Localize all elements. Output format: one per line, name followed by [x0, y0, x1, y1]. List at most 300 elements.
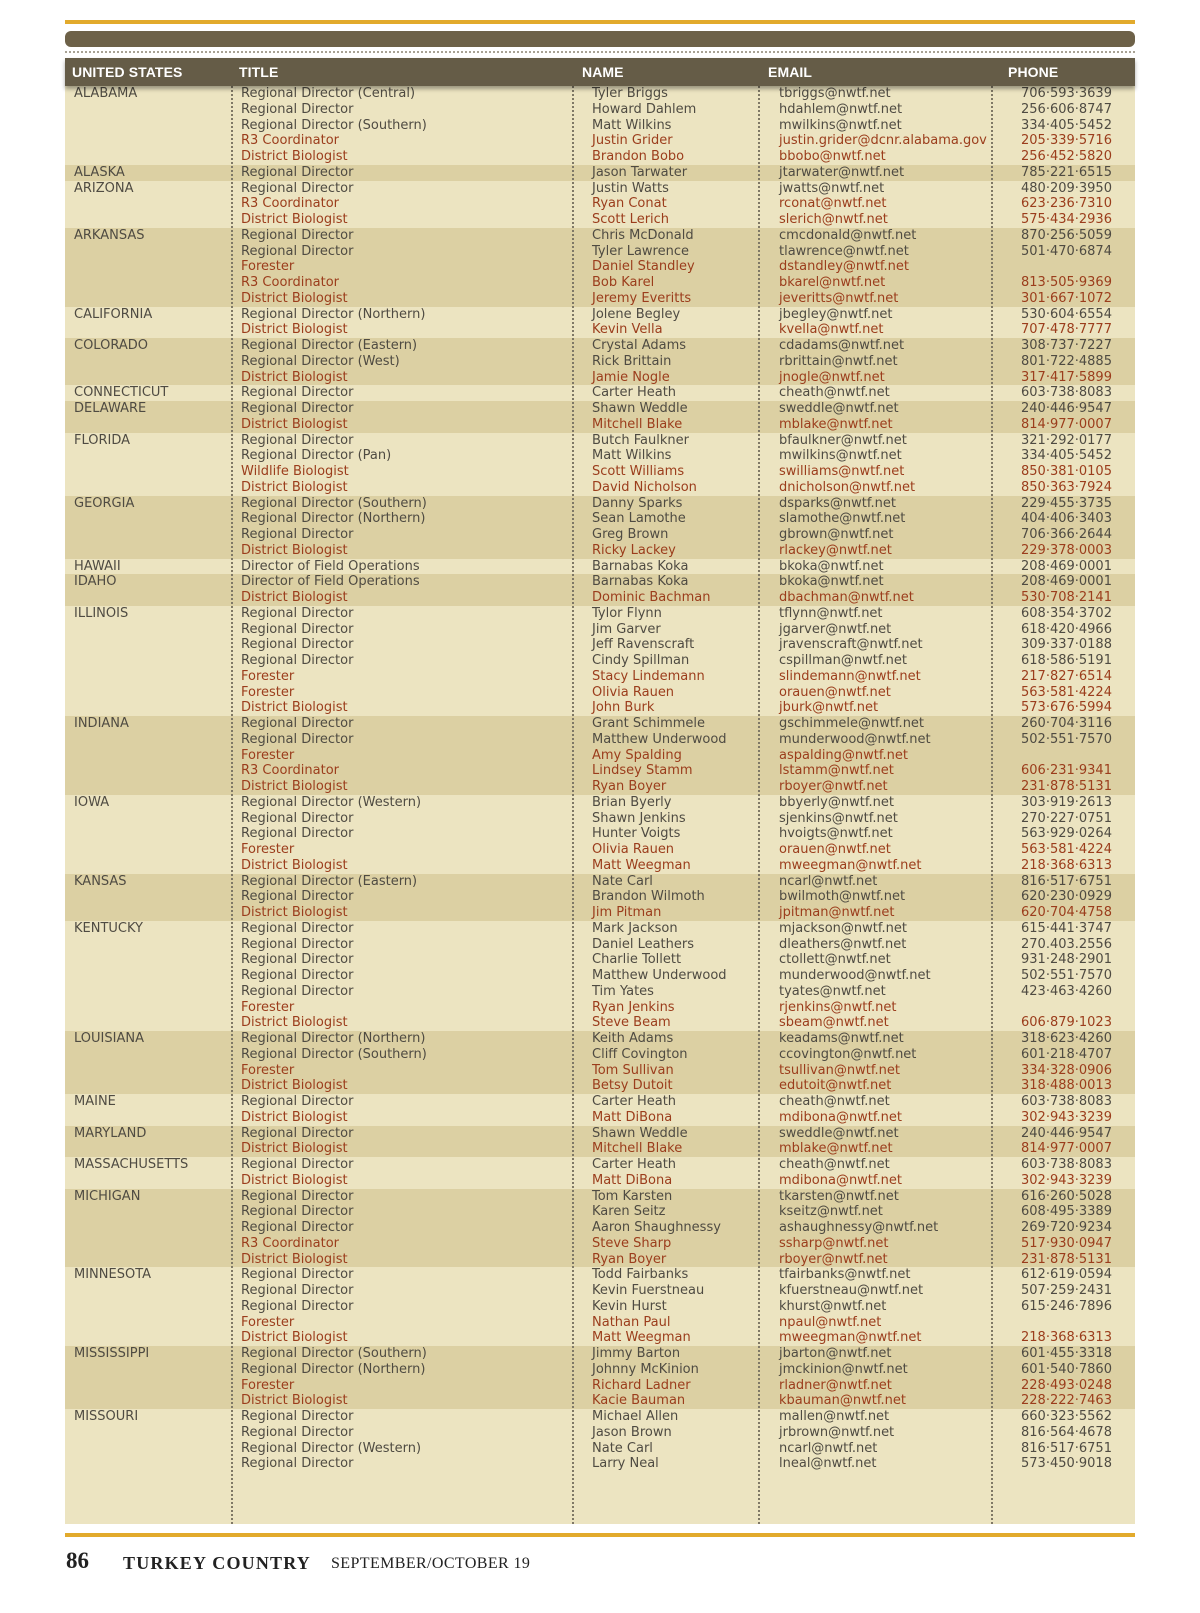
email-address: tkarsten@nwtf.net: [779, 1188, 899, 1204]
job-title: District Biologist: [241, 290, 348, 306]
person-name: Jim Garver: [592, 621, 661, 637]
person-name: Ryan Boyer: [592, 1251, 667, 1267]
job-title: Regional Director: [241, 920, 354, 936]
job-title: Wildlife Biologist: [241, 464, 349, 479]
job-title: Regional Director (Northern): [241, 306, 426, 322]
job-title: Regional Director: [241, 1267, 354, 1283]
person-name: Brian Byerly: [592, 794, 672, 810]
person-name: Tom Karsten: [592, 1188, 673, 1204]
column-divider: [572, 86, 574, 1524]
job-title: Regional Director: [241, 1094, 354, 1109]
email-address: jravenscraft@nwtf.net: [779, 637, 923, 653]
email-address: npaul@nwtf.net: [779, 1314, 882, 1330]
email-address: justin.grider@dcnr.alabama.gov: [779, 133, 987, 149]
state-name: MICHIGAN: [74, 1188, 141, 1204]
state-name: FLORIDA: [74, 432, 131, 448]
email-address: jpitman@nwtf.net: [779, 905, 895, 920]
person-name: Matt Weegman: [592, 1330, 691, 1346]
email-address: dsparks@nwtf.net: [779, 495, 896, 511]
email-address: keadams@nwtf.net: [779, 1031, 904, 1046]
job-title: R3 Coordinator: [241, 275, 340, 290]
job-title: Regional Director: [241, 385, 354, 401]
job-title: Regional Director (Eastern): [241, 338, 418, 353]
phone-number: 308·737·7227: [1021, 338, 1112, 353]
phone-number: 606·231·9341: [1021, 763, 1112, 779]
email-address: dnicholson@nwtf.net: [779, 479, 916, 495]
job-title: R3 Coordinator: [241, 196, 340, 212]
state-name: MASSACHUSETTS: [74, 1157, 189, 1172]
job-title: Regional Director: [241, 716, 354, 731]
state-name: COLORADO: [74, 338, 148, 353]
job-title: Regional Director: [241, 968, 354, 983]
email-address: cheath@nwtf.net: [779, 1157, 890, 1172]
email-address: jmckinion@nwtf.net: [779, 1361, 908, 1377]
magazine-name: TURKEY COUNTRY: [123, 1553, 312, 1573]
job-title: Regional Director: [241, 227, 354, 243]
person-name: Todd Fairbanks: [592, 1267, 689, 1283]
person-name: Ryan Boyer: [592, 779, 667, 794]
person-name: Jeremy Everitts: [592, 290, 692, 306]
email-address: mwilkins@nwtf.net: [779, 448, 902, 464]
person-name: Howard Dahlem: [592, 101, 697, 117]
state-name: ARIZONA: [74, 180, 134, 196]
email-address: rladner@nwtf.net: [779, 1377, 892, 1393]
person-name: Justin Grider: [592, 133, 673, 149]
email-address: edutoit@nwtf.net: [779, 1078, 892, 1094]
job-title: Regional Director (West): [241, 353, 400, 369]
job-title: District Biologist: [241, 1015, 348, 1031]
phone-number: 334·405·5452: [1021, 448, 1112, 464]
job-title: Regional Director: [241, 731, 354, 747]
job-title: Forester: [241, 1062, 295, 1078]
phone-number: 321·292·0177: [1021, 432, 1112, 448]
phone-number: 573·450·9018: [1021, 1456, 1112, 1472]
person-name: Olivia Rauen: [592, 684, 675, 700]
email-address: jnogle@nwtf.net: [779, 369, 885, 385]
person-name: Nathan Paul: [592, 1314, 671, 1330]
email-address: tlawrence@nwtf.net: [779, 243, 909, 259]
phone-number: 615·246·7896: [1021, 1298, 1112, 1314]
email-address: sweddle@nwtf.net: [779, 401, 899, 416]
person-name: Mitchell Blake: [592, 416, 683, 432]
person-name: Jason Brown: [592, 1424, 672, 1440]
phone-number: 785·221·6515: [1021, 164, 1112, 180]
email-address: kbauman@nwtf.net: [779, 1393, 906, 1409]
phone-number: 660·323·5562: [1021, 1409, 1112, 1424]
phone-number: 608·495·3389: [1021, 1204, 1112, 1220]
phone-number: 620·230·0929: [1021, 889, 1112, 905]
state-name: HAWAII: [74, 558, 121, 574]
email-address: bwilmoth@nwtf.net: [779, 889, 906, 905]
state-name: MAINE: [74, 1094, 116, 1109]
job-title: Regional Director: [241, 653, 354, 668]
phone-number: 620·704·4758: [1021, 905, 1112, 920]
phone-number: 507·259·2431: [1021, 1283, 1112, 1298]
phone-number: 931·248·2901: [1021, 952, 1112, 968]
job-title: District Biologist: [241, 369, 348, 385]
email-address: tflynn@nwtf.net: [779, 605, 883, 621]
state-name: ALABAMA: [74, 86, 138, 101]
person-name: Carter Heath: [592, 1157, 677, 1172]
person-name: Steve Sharp: [592, 1235, 672, 1251]
email-address: ssharp@nwtf.net: [779, 1235, 889, 1251]
email-address: ncarl@nwtf.net: [779, 1440, 878, 1456]
person-name: Nate Carl: [592, 1440, 653, 1456]
phone-number: 231·878·5131: [1021, 779, 1112, 794]
person-name: Sean Lamothe: [592, 511, 686, 527]
email-address: rboyer@nwtf.net: [779, 779, 888, 794]
person-name: Shawn Weddle: [592, 401, 688, 416]
email-address: orauen@nwtf.net: [779, 842, 891, 857]
phone-number: 814·977·0007: [1021, 1141, 1112, 1157]
person-name: Nate Carl: [592, 873, 653, 889]
email-address: jtarwater@nwtf.net: [779, 164, 905, 180]
job-title: Director of Field Operations: [241, 574, 420, 590]
phone-number: 563·581·4224: [1021, 842, 1112, 857]
job-title: Regional Director: [241, 889, 354, 905]
job-title: Regional Director: [241, 1409, 354, 1424]
phone-number: 404·406·3403: [1021, 511, 1112, 527]
person-name: Barnabas Koka: [592, 558, 689, 574]
job-title: Regional Director (Pan): [241, 448, 392, 464]
job-title: Regional Director (Eastern): [241, 873, 418, 889]
phone-number: 334·405·5452: [1021, 117, 1112, 133]
job-title: Regional Director: [241, 952, 354, 968]
state-name: DELAWARE: [74, 401, 147, 416]
job-title: District Biologist: [241, 1109, 348, 1125]
person-name: Betsy Dutoit: [592, 1078, 673, 1094]
phone-number: 256·606·8747: [1021, 101, 1112, 117]
person-name: Tylor Flynn: [592, 605, 662, 621]
job-title: Regional Director: [241, 1456, 354, 1472]
email-address: rjenkins@nwtf.net: [779, 999, 897, 1015]
email-address: ccovington@nwtf.net: [779, 1046, 917, 1062]
email-address: cmcdonald@nwtf.net: [779, 227, 917, 243]
email-address: bbobo@nwtf.net: [779, 149, 886, 164]
job-title: Director of Field Operations: [241, 558, 420, 574]
state-name: KANSAS: [74, 873, 127, 889]
job-title: R3 Coordinator: [241, 133, 340, 149]
phone-number: 814·977·0007: [1021, 416, 1112, 432]
person-name: Richard Ladner: [592, 1377, 691, 1393]
job-title: Regional Director: [241, 1424, 354, 1440]
job-title: Regional Director (Southern): [241, 495, 427, 511]
phone-number: 231·878·5131: [1021, 1251, 1112, 1267]
phone-number: 480·209·3950: [1021, 180, 1112, 196]
email-address: munderwood@nwtf.net: [779, 968, 931, 983]
email-address: mblake@nwtf.net: [779, 416, 893, 432]
job-title: Regional Director (Central): [241, 86, 416, 101]
person-name: Chris McDonald: [592, 227, 694, 243]
table-header-row: [65, 58, 1135, 86]
job-title: Regional Director (Western): [241, 794, 422, 810]
job-title: Regional Director: [241, 1157, 354, 1172]
email-address: rboyer@nwtf.net: [779, 1251, 888, 1267]
state-name: CALIFORNIA: [74, 306, 153, 322]
email-address: munderwood@nwtf.net: [779, 731, 931, 747]
person-name: Jimmy Barton: [592, 1346, 681, 1361]
phone-number: 870·256·5059: [1021, 227, 1112, 243]
job-title: R3 Coordinator: [241, 763, 340, 779]
person-name: Barnabas Koka: [592, 574, 689, 590]
column-divider: [991, 86, 993, 1524]
job-title: District Biologist: [241, 1330, 348, 1346]
person-name: Shawn Jenkins: [592, 810, 686, 826]
staff-directory-table: [65, 58, 1135, 1524]
state-name: LOUISIANA: [74, 1031, 144, 1046]
job-title: District Biologist: [241, 700, 348, 716]
person-name: Bob Karel: [592, 275, 655, 290]
person-name: Michael Allen: [592, 1409, 679, 1424]
job-title: Regional Director (Southern): [241, 117, 427, 133]
email-address: tbriggs@nwtf.net: [779, 86, 891, 101]
state-name: IDAHO: [74, 574, 117, 590]
person-name: Lindsey Stamm: [592, 763, 693, 779]
job-title: Regional Director: [241, 621, 354, 637]
state-name: ARKANSAS: [74, 227, 145, 243]
email-address: rlackey@nwtf.net: [779, 542, 892, 558]
person-name: Ryan Conat: [592, 196, 667, 212]
state-name: CONNECTICUT: [74, 385, 169, 401]
email-address: bbyerly@nwtf.net: [779, 794, 894, 810]
phone-number: 302·943·3239: [1021, 1109, 1112, 1125]
email-address: mjackson@nwtf.net: [779, 920, 907, 936]
phone-number: 218·368·6313: [1021, 1330, 1112, 1346]
phone-number: 260·704·3116: [1021, 716, 1112, 731]
email-address: gbrown@nwtf.net: [779, 527, 894, 542]
top-accent-rule: [65, 20, 1135, 24]
person-name: Daniel Standley: [592, 259, 695, 275]
email-address: hdahlem@nwtf.net: [779, 101, 903, 117]
email-address: cheath@nwtf.net: [779, 1094, 890, 1109]
person-name: Ricky Lackey: [592, 542, 676, 558]
phone-number: 502·551·7570: [1021, 731, 1112, 747]
job-title: District Biologist: [241, 212, 348, 227]
phone-number: 269·720·9234: [1021, 1220, 1112, 1235]
person-name: Olivia Rauen: [592, 842, 675, 857]
person-name: Johnny McKinion: [592, 1361, 699, 1377]
phone-number: 816·517·6751: [1021, 873, 1112, 889]
job-title: Regional Director: [241, 1283, 354, 1298]
person-name: Shawn Weddle: [592, 1125, 688, 1141]
phone-number: 615·441·3747: [1021, 920, 1112, 936]
job-title: Regional Director: [241, 826, 354, 842]
phone-number: 707·478·7777: [1021, 322, 1112, 338]
phone-number: 517·930·0947: [1021, 1235, 1112, 1251]
job-title: Regional Director (Western): [241, 1440, 422, 1456]
job-title: District Biologist: [241, 590, 348, 605]
phone-number: 318·623·4260: [1021, 1031, 1112, 1046]
phone-number: 603·738·8083: [1021, 1157, 1112, 1172]
person-name: Jason Tarwater: [592, 164, 688, 180]
phone-number: 309·337·0188: [1021, 637, 1112, 653]
email-address: bfaulkner@nwtf.net: [779, 432, 907, 448]
job-title: Regional Director (Northern): [241, 511, 426, 527]
email-address: dstandley@nwtf.net: [779, 259, 909, 275]
person-name: Kacie Bauman: [592, 1393, 686, 1409]
phone-number: 623·236·7310: [1021, 196, 1112, 212]
person-name: David Nicholson: [592, 479, 697, 495]
phone-number: 270·227·0751: [1021, 810, 1112, 826]
person-name: Scott Lerich: [592, 212, 670, 227]
person-name: Butch Faulkner: [592, 432, 689, 448]
job-title: Forester: [241, 1377, 295, 1393]
person-name: Amy Spalding: [592, 747, 682, 763]
person-name: Dominic Bachman: [592, 590, 711, 605]
person-name: Keith Adams: [592, 1031, 674, 1046]
state-name: KENTUCKY: [74, 920, 143, 936]
phone-number: 228·222·7463: [1021, 1393, 1112, 1409]
email-address: tfairbanks@nwtf.net: [779, 1267, 911, 1283]
email-address: kvella@nwtf.net: [779, 322, 884, 338]
person-name: Mitchell Blake: [592, 1141, 683, 1157]
email-address: sweddle@nwtf.net: [779, 1125, 899, 1141]
job-title: Regional Director: [241, 605, 354, 621]
email-address: bkarel@nwtf.net: [779, 275, 886, 290]
column-header-title: TITLE: [239, 64, 279, 80]
email-address: mweegman@nwtf.net: [779, 857, 922, 873]
phone-number: 575·434·2936: [1021, 212, 1112, 227]
job-title: District Biologist: [241, 322, 348, 338]
email-address: orauen@nwtf.net: [779, 684, 891, 700]
phone-number: 228·493·0248: [1021, 1377, 1112, 1393]
phone-number: 618·586·5191: [1021, 653, 1112, 668]
person-name: Mark Jackson: [592, 920, 678, 936]
top-brown-band: [65, 31, 1135, 47]
column-header-phone: PHONE: [1008, 64, 1059, 80]
phone-number: 801·722·4885: [1021, 353, 1112, 369]
person-name: Matt Weegman: [592, 857, 691, 873]
phone-number: 601·455·3318: [1021, 1346, 1112, 1361]
job-title: Regional Director: [241, 527, 354, 542]
job-title: District Biologist: [241, 149, 348, 164]
phone-number: 229·455·3735: [1021, 495, 1112, 511]
person-name: Charlie Tollett: [592, 952, 682, 968]
phone-number: 256·452·5820: [1021, 149, 1112, 164]
phone-number: 229·378·0003: [1021, 542, 1112, 558]
job-title: Forester: [241, 1314, 295, 1330]
phone-number: 303·919·2613: [1021, 794, 1112, 810]
email-address: gschimmele@nwtf.net: [779, 716, 925, 731]
person-name: Jolene Begley: [592, 306, 681, 322]
email-address: mweegman@nwtf.net: [779, 1330, 922, 1346]
email-address: cdadams@nwtf.net: [779, 338, 905, 353]
email-address: slindemann@nwtf.net: [779, 668, 921, 684]
job-title: Regional Director: [241, 1298, 354, 1314]
phone-number: 603·738·8083: [1021, 385, 1112, 401]
phone-number: 706·366·2644: [1021, 527, 1112, 542]
phone-number: 317·417·5899: [1021, 369, 1112, 385]
email-address: jwatts@nwtf.net: [779, 180, 885, 196]
email-address: dbachman@nwtf.net: [779, 590, 914, 605]
person-name: Stacy Lindemann: [592, 668, 705, 684]
email-address: hvoigts@nwtf.net: [779, 826, 893, 842]
email-address: kseitz@nwtf.net: [779, 1204, 883, 1220]
job-title: Regional Director (Southern): [241, 1346, 427, 1361]
phone-number: 601·540·7860: [1021, 1361, 1112, 1377]
person-name: Aaron Shaughnessy: [592, 1220, 721, 1235]
email-address: rbrittain@nwtf.net: [779, 353, 898, 369]
column-divider: [231, 86, 233, 1524]
phone-number: 270.403.2556: [1021, 936, 1112, 952]
email-address: mwilkins@nwtf.net: [779, 117, 902, 133]
person-name: Jim Pitman: [592, 905, 662, 920]
job-title: Regional Director: [241, 810, 354, 826]
job-title: Regional Director (Southern): [241, 1046, 427, 1062]
job-title: District Biologist: [241, 542, 348, 558]
job-title: Forester: [241, 668, 295, 684]
person-name: Tom Sullivan: [592, 1062, 674, 1078]
state-name: MINNESOTA: [74, 1267, 152, 1283]
job-title: District Biologist: [241, 857, 348, 873]
person-name: Brandon Wilmoth: [592, 889, 705, 905]
email-address: kfuerstneau@nwtf.net: [779, 1283, 924, 1298]
phone-number: 502·551·7570: [1021, 968, 1112, 983]
phone-number: 301·667·1072: [1021, 290, 1112, 306]
phone-number: 573·676·5994: [1021, 700, 1112, 716]
email-address: slamothe@nwtf.net: [779, 511, 906, 527]
person-name: Cindy Spillman: [592, 653, 690, 668]
email-address: jeveritts@nwtf.net: [779, 290, 899, 306]
state-name: MARYLAND: [74, 1125, 147, 1141]
phone-number: 240·446·9547: [1021, 1125, 1112, 1141]
email-address: bkoka@nwtf.net: [779, 558, 884, 574]
person-name: Tim Yates: [592, 983, 654, 999]
job-title: Regional Director: [241, 164, 354, 180]
person-name: Matt Wilkins: [592, 448, 672, 464]
column-header-state: UNITED STATES: [72, 64, 183, 80]
person-name: Steve Beam: [592, 1015, 671, 1031]
phone-number: 501·470·6874: [1021, 243, 1112, 259]
phone-number: 706·593·3639: [1021, 86, 1112, 101]
email-address: sjenkins@nwtf.net: [779, 810, 898, 826]
job-title: Forester: [241, 999, 295, 1015]
email-address: jrbrown@nwtf.net: [779, 1424, 895, 1440]
phone-number: 208·469·0001: [1021, 574, 1112, 590]
job-title: Regional Director: [241, 401, 354, 416]
phone-number: 618·420·4966: [1021, 621, 1112, 637]
phone-number: 302·943·3239: [1021, 1172, 1112, 1188]
job-title: District Biologist: [241, 479, 348, 495]
person-name: Hunter Voigts: [592, 826, 681, 842]
phone-number: 423·463·4260: [1021, 983, 1112, 999]
email-address: ashaughnessy@nwtf.net: [779, 1220, 939, 1235]
person-name: Larry Neal: [592, 1456, 659, 1472]
person-name: Carter Heath: [592, 1094, 677, 1109]
email-address: slerich@nwtf.net: [779, 212, 888, 227]
column-header-email: EMAIL: [768, 64, 813, 80]
job-title: Regional Director (Northern): [241, 1031, 426, 1046]
email-address: dleathers@nwtf.net: [779, 936, 907, 952]
job-title: Regional Director: [241, 101, 354, 117]
person-name: Carter Heath: [592, 385, 677, 401]
email-address: ncarl@nwtf.net: [779, 873, 878, 889]
phone-number: 616·260·5028: [1021, 1188, 1112, 1204]
bottom-accent-rule: [65, 1533, 1135, 1537]
person-name: Danny Sparks: [592, 495, 683, 511]
person-name: Ryan Jenkins: [592, 999, 675, 1015]
state-name: MISSOURI: [74, 1409, 139, 1424]
state-name: INDIANA: [74, 716, 129, 731]
email-address: bkoka@nwtf.net: [779, 574, 884, 590]
job-title: District Biologist: [241, 1078, 348, 1094]
state-name: MISSISSIPPI: [74, 1346, 150, 1361]
person-name: Scott Williams: [592, 464, 685, 479]
job-title: District Biologist: [241, 416, 348, 432]
state-name: ALASKA: [74, 164, 125, 180]
email-address: lneal@nwtf.net: [779, 1456, 877, 1472]
job-title: Regional Director: [241, 1220, 354, 1235]
